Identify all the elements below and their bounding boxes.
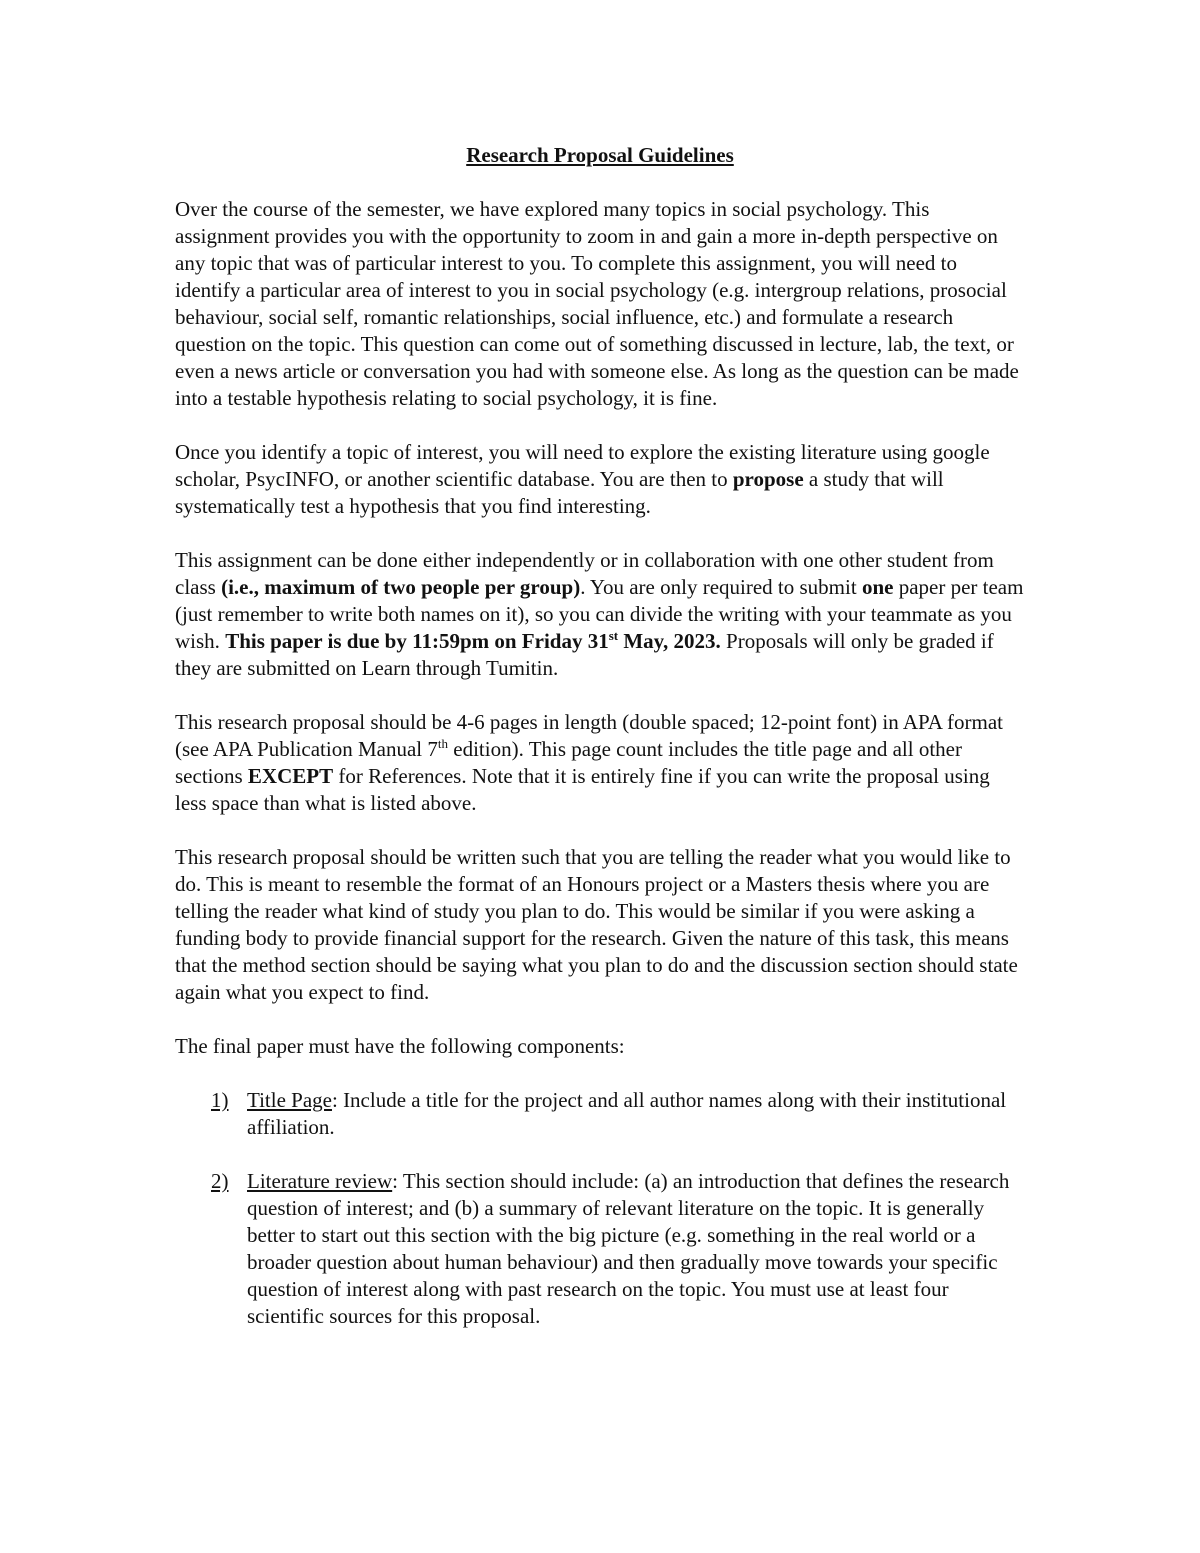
document-page: [175, 142, 1025, 1357]
list-number: 2): [211, 1169, 229, 1193]
intro-paragraph: Over the course of the semester, we have explored many topics in social psychology. This assignment provides you with the opportunity to zoom in and gain a more in-depth perspective on any topic that was of particular interest to you. To complete this assignment, you will need to identify a particular area of interest to you in social psychology (e.g. intergroup relations, prosocial behaviour, social self, romantic relationships, social influence, etc.) and formulate a research question on the topic. This question can come out of something discussed in lecture, lab, the text, or even a news article or conversation you had with someone else. As long as the question can be made into a testable hypothesis relating to social psychology, it is fine.: [175, 197, 1019, 410]
bold-except: EXCEPT: [247, 764, 334, 788]
collaboration-paragraph: [175, 547, 1025, 682]
components-intro: The final paper must have the following components:: [175, 1034, 625, 1058]
text-run: paper per team (just remember to write both names on it), so you can divide the writing with your teammate as you wish.: [175, 575, 1024, 653]
list-text: : This section should include: (a) an introduction that defines the research question of interest; and (b) a summary of relevant literature on the topic. It is generally better to start out this section with the big picture (e.g. something in the real world or a broader question about human behaviour) and then gradually move towards your specific question of interest along with past research on the topic. You must use at least four scientific sources for this proposal.: [247, 1169, 1010, 1328]
list-text: : Include a title for the project and all author names along with their institutional affiliation.: [247, 1088, 1007, 1139]
text-run: Once you identify a topic of interest, you will need to explore the existing literature using google scholar, PsycINFO, or another scientific database. You are then to: [175, 440, 990, 491]
ordinal-suffix: th: [437, 736, 449, 751]
proposal-style-paragraph: This research proposal should be written such that you are telling the reader what you would like to do. This is meant to resemble the format of an Honours project or a Masters thesis where you are telling the reader what kind of study you plan to do. This would be similar if you were asking a funding body to provide financial support for the research. Given the nature of this task, this means that the method section should be saying what you plan to do and the discussion section should state again what you expect to find.: [175, 845, 1018, 1004]
components-list: [175, 1087, 1025, 1330]
text-run: for References. Note that it is entirely fine if you can write the proposal using less space than what is listed above.: [175, 764, 990, 815]
literature-paragraph: [175, 439, 1025, 520]
due-date: [225, 629, 721, 653]
list-number: 1): [211, 1088, 229, 1112]
text-run: a study that will systematically test a hypothesis that you find interesting.: [175, 467, 944, 518]
ordinal-suffix: st: [608, 628, 619, 643]
list-item: [175, 1087, 1025, 1141]
format-paragraph: [175, 709, 1025, 817]
bold-propose: propose: [732, 467, 804, 491]
text-run: edition). This page count includes the title page and all other sections: [175, 737, 962, 788]
text-run: This research proposal should be 4-6 pages in length (double spaced; 12-point font) in APA format (see APA Publication Manual 7: [175, 710, 1003, 761]
text-run: This assignment can be done either independently or in collaboration with one other student from class: [175, 548, 994, 599]
list-term: Literature review: [247, 1169, 393, 1193]
text-run: . You are only required to submit: [580, 575, 862, 599]
due-date-text: This paper is due by 11:59pm on Friday 31: [225, 629, 609, 653]
list-item: [175, 1168, 1025, 1330]
bold-group-size: (i.e., maximum of two people per group): [221, 575, 581, 599]
list-term: Title Page: [247, 1088, 332, 1112]
due-date-text: May, 2023.: [618, 629, 721, 653]
bold-one: one: [861, 575, 894, 599]
document-title: Research Proposal Guidelines: [466, 143, 734, 167]
text-run: Proposals will only be graded if they are submitted on Learn through Tumitin.: [175, 629, 994, 680]
